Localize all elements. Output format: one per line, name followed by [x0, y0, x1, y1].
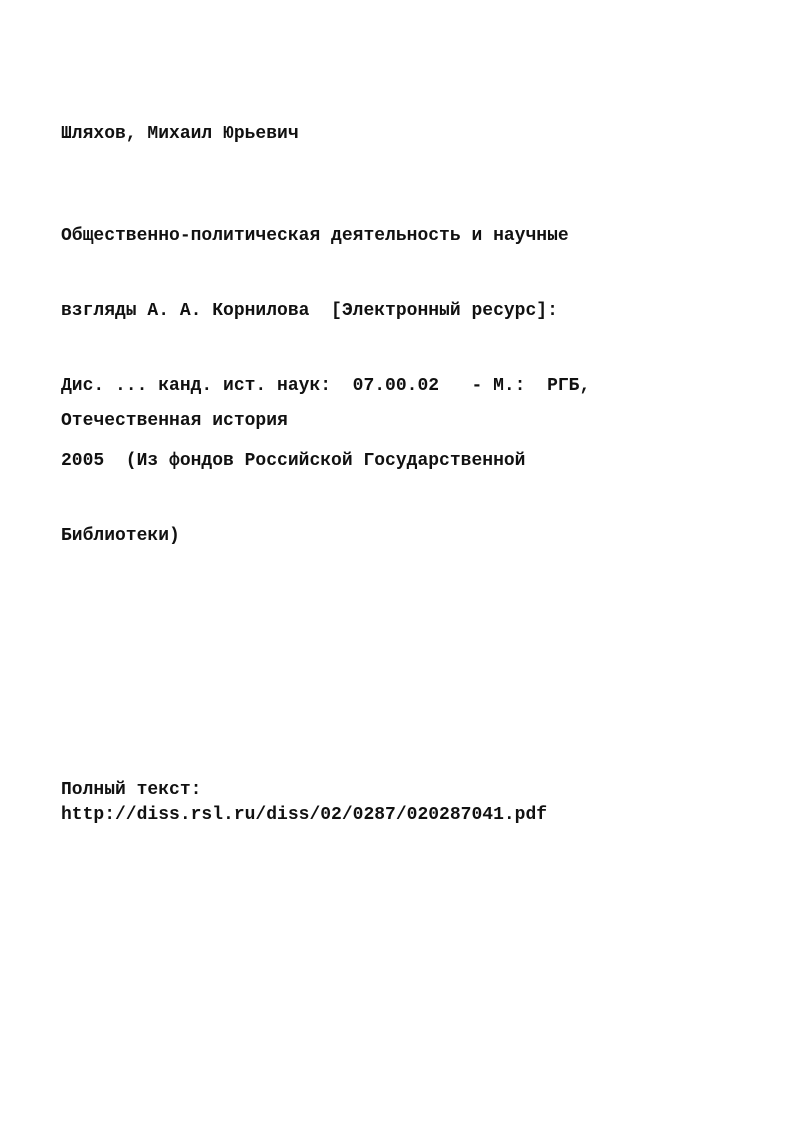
description-line: Дис. ... канд. ист. наук: 07.00.02 - М.: РГБ,: [61, 376, 591, 396]
author-name: Шляхов, Михаил Юрьевич: [61, 124, 299, 144]
description-line: Библиотеки): [61, 526, 180, 546]
description-line: 2005 (Из фондов Российской Государственной: [61, 451, 526, 471]
fulltext-label: Полный текст:: [61, 780, 202, 800]
description-line: Общественно-политическая деятельность и научные: [61, 226, 569, 246]
bibliographic-description: [61, 174, 590, 574]
description-line: взгляды А. А. Корнилова [Электронный ресурс]:: [61, 301, 558, 321]
fulltext-link[interactable]: http://diss.rsl.ru/diss/02/0287/020287041.pdf: [61, 805, 548, 825]
subject-heading: Отечественная история: [61, 411, 288, 431]
